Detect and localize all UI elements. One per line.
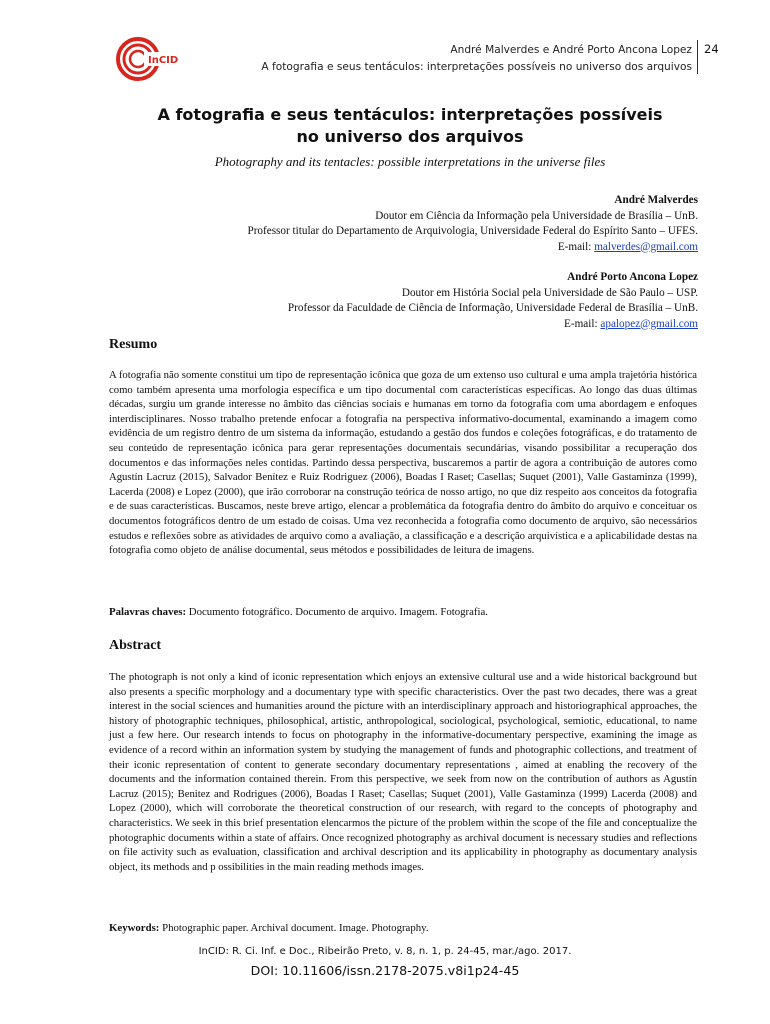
citation-footer: InCID: R. Ci. Inf. e Doc., Ribeirão Preto, v. 8, n. 1, p. 24-45, mar./ago. 2017. bbox=[198, 946, 572, 957]
page-number: 24 bbox=[704, 42, 719, 56]
author-affiliation: Doutor em História Social pela Universidade de São Paulo – USP. bbox=[401, 286, 698, 299]
running-header bbox=[261, 42, 692, 76]
resumo-keywords bbox=[109, 606, 697, 618]
email-label: E-mail: bbox=[557, 240, 595, 253]
keywords-label: Palavras chaves: bbox=[109, 606, 187, 618]
author-position: Professor titular do Departamento de Arquivologia, Universidade Federal do Espírito Santo – UFES. bbox=[247, 225, 698, 237]
resumo-text: A fotografia não somente constitui um tipo de representação icônica que goza de um extenso uso cultural e uma ampla trajetória histórica como também apresenta uma morfologia específica e um tipo documental com características específicas. Ao longo das duas últimas décadas, surgiu um grande interesse no âmbito das ciências sociais e humanas em torno da fotografia com uma abordagem e enfoques interdisciplinares. Nosso trabalho pretende enfocar a fotografia na perspectiva informativo-documental, examinando a imagem como evidência de um registro dentro de um sistema da informação, estudando a gestão dos fundos e coleções fotográficas, e do tratamento de seu conteúdo de representação icônica para gerar representações documentais secundárias, visando possibilitar a recuperação dos documentos e das informações neles contidas. Partindo dessa perspectiva, buscaremos a partir de agora a contribuição de autores como Agustín Lacruz (2015), Salvador Benítez e Ruiz Rodriguez (2006), Boadas I Raset; Casellas; Suquet (2001), Valle Gastaminza (1999), Lacerda (2008) e Lopez (2000), que irão corroborar na construção teórica de nosso artigo, no que diz respeito aos conceitos da fotografia e de suas características. Buscamos, neste breve artigo, elencar a problemática da fotografia dentro do âmbito do arquivo e conceituar os documentos fotográficos dentro de um estado de coisas. Uma vez reconhecida a fotografia como documento de arquivo, são necessários estudos e reflexões sobre as atividades de arquivo como a avaliação, a classificação e a descrição arquivística e a aplicabilidade destas na fotografia como objeto de análise documental, seus métodos e possibilidades de leitura de imagens. bbox=[109, 369, 697, 557]
doi-footer: DOI: 10.11606/issn.2178-2075.v8i1p24-45 bbox=[250, 963, 520, 978]
article-title bbox=[95, 104, 725, 148]
page-header bbox=[0, 0, 770, 90]
keywords-label: Keywords: bbox=[109, 922, 160, 934]
keywords-list: Documento fotográfico. Documento de arquivo. Imagem. Fotografia. bbox=[186, 606, 489, 618]
abstract-heading: Abstract bbox=[109, 638, 162, 653]
abstract-keywords bbox=[109, 922, 697, 934]
author-name: André Porto Ancona Lopez bbox=[567, 271, 698, 283]
title-line-1: A fotografia e seus tentáculos: interpretações possíveis bbox=[157, 105, 663, 124]
logo-text: InCID bbox=[148, 55, 179, 66]
author-email-line bbox=[247, 240, 698, 256]
abstract-text: The photograph is not only a kind of iconic representation which enjoys an extensive cultural use and a wide historical background but also presents a specific morphology and a documentary type with specific characteristics. Over the past two decades, there was a great interest in the social sciences and humanities around the picture with an interdisciplinary approach and historiographical approaches, the history of photographic techniques, philosophical, artistic, anthropological, sociological, psychological, semiotic, educational, to name just a few here. Our research intends to focus on photography in the informative-documentary perspective, examining the image as evidence of a record within an information system by studying the management of funds and photographic collections, and treatment of their iconic representation of content to generate secondary documentary representations , aimed at enabling the recovery of the documents and the information contained therein. From this perspective, we seek from now on the contribution of authors as Agustín Lacruz (2015); Benitez and Rodrigues (2006), Boadas I Raset; Casellas; Suquet (2001), Valle Gastaminza (1999) Lacerda (2008) and Lopez (2000), which will corroborate the theoretical construction of our research, with regard to the concepts of photography and characteristics. We seek in this brief presentation elencarmos the picture of the problem within the scope of the file and conceptualize the photographic documents within a state of affairs. Once recognized photography as archival document is necessary studies and reflections on file activity such as evaluation, classification and archival description and its applicability in photography as documentary analysis object, its methods and p ossibilities in the main reading methods images. bbox=[109, 671, 697, 873]
incid-logo-icon bbox=[116, 34, 188, 84]
running-title: A fotografia e seus tentáculos: interpretações possíveis no universo dos arquivos bbox=[261, 61, 692, 73]
author-block bbox=[247, 193, 698, 332]
resumo-heading: Resumo bbox=[109, 337, 158, 352]
author-name: André Malverdes bbox=[614, 194, 698, 206]
author-email-link[interactable]: apalopez@gmail.com bbox=[600, 317, 698, 330]
keywords-list: Photographic paper. Archival document. Image. Photography. bbox=[159, 922, 429, 934]
author-email-link[interactable]: malverdes@gmail.com bbox=[594, 240, 698, 253]
email-label: E-mail: bbox=[564, 317, 601, 330]
author-affiliation: Doutor em Ciência da Informação pela Universidade de Brasília – UnB. bbox=[375, 209, 698, 222]
header-divider bbox=[697, 40, 698, 74]
author-position: Professor da Faculdade de Ciência de Informação, Universidade Federal de Brasília – UnB. bbox=[287, 302, 698, 314]
incid-logo bbox=[116, 34, 188, 84]
running-authors: André Malverdes e André Porto Ancona Lopez bbox=[450, 44, 692, 56]
article-subtitle: Photography and its tentacles: possible interpretations in the universe files bbox=[214, 154, 606, 169]
title-line-2: no universo dos arquivos bbox=[296, 127, 524, 146]
author-email-line bbox=[247, 317, 698, 333]
